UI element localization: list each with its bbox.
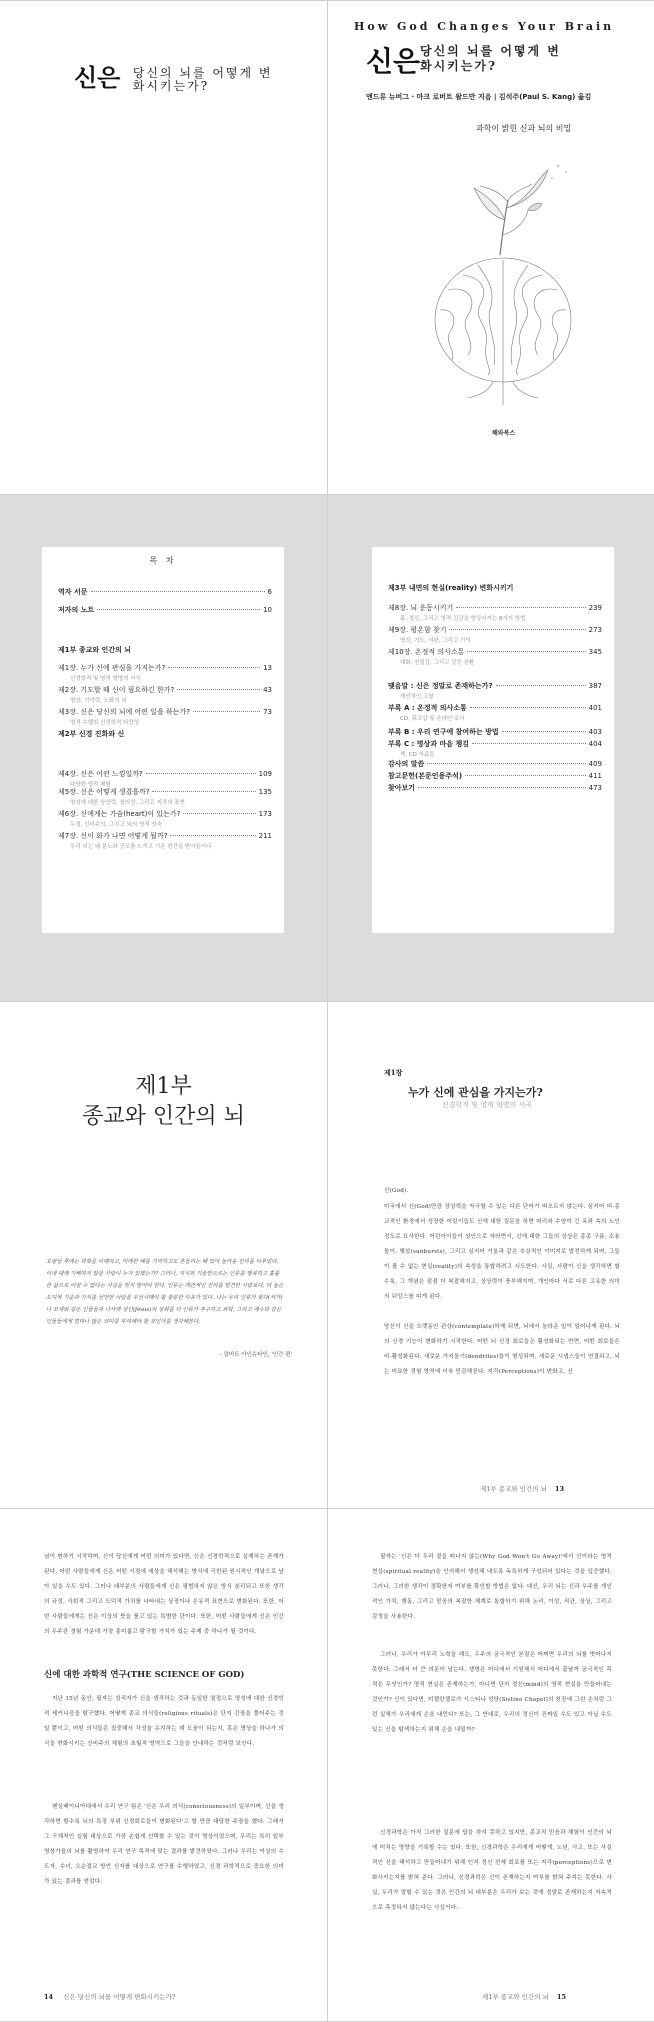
toc-entry[interactable] [388,727,602,737]
toc-entry-page: 6 [267,588,272,596]
chapter-label: 제1장 [384,1068,403,1077]
toc-entry[interactable] [388,771,602,781]
toc-entry-subtitle: 두정, 신비주의, 그리고 뇌의 영적 성숙 [70,822,162,828]
toc-leader-dots [193,711,260,712]
toc-entry[interactable] [388,647,602,657]
toc-entry-label: 제10장. 온정적 의사소통 [388,648,465,656]
toc-left-page [0,495,327,1001]
part-title: 종교와 인간의 뇌 [82,1104,245,1129]
cover-tagline: 과학이 밝힌 신과 뇌의 비밀 [476,124,572,133]
toc-entry-subtitle: 대화, 친밀감, 그리고 갈등 전환 [400,660,475,666]
toc-entry[interactable] [58,663,272,673]
toc-entry[interactable] [388,583,602,593]
toc-leader-dots [152,791,255,792]
cover-title-big: 신은 [366,45,421,78]
toc-entry-page: 273 [588,626,602,634]
toc-entry-subtitle: 영적 수행의 신경학적 다양성 [70,720,140,726]
body-text-p15-mid: 그러나, 우리가 아무리 노력을 해도, 우주의 궁극적인 본질은 어쩌면 우리의 뇌를 벗어나지 못한다. 그래서 더 큰 의문이 남는다. 생명은 어디에서 기원해서 어디에서 끝날까 궁극적인 목적은 무엇인가? 영적 현실은 존재하는가, 아니면 단지 정신(mind)의 영적 현실을 만들어내는 것인가? 신이 있다면, 미켈란젤로가 시스티나 성당(Sistine Chapel)의 천장에 그린 손처럼 그런 실체가 우리에게 손을 내민다? 또는, 그 반대로, 우리의 정신이 진짜일 수도 있고 아닐 수도 있는 신을 탐색하는지 위해 손을 내밀까? [372,1652,612,1733]
toc-entry-page: 109 [258,770,272,778]
half-title-big: 신은 [74,63,121,92]
toc-entry[interactable] [58,587,272,597]
toc-entry-page: 387 [588,682,602,690]
toc-entry-label: 제1부 종교와 인간의 뇌 [58,646,132,654]
toc-leader-dots [418,787,586,788]
page-number: 15 [556,1993,566,2001]
toc-entry[interactable] [58,809,272,819]
toc-entry-label: 참고문헌(본문인용주석) [388,772,463,780]
toc-entry[interactable] [58,831,272,841]
footer-text: 제1부 종교와 인간의 뇌 [480,1485,547,1493]
toc-entry-label: 부록 B : 우리 연구에 참여하는 방법 [388,728,499,736]
toc-leader-dots [496,685,586,686]
toc-entry-page: 411 [588,772,602,780]
toc-entry-label: 제5장. 신은 어떻게 생겼을까? [58,788,150,796]
toc-entry-label: 제9장. 평온함 찾기 [388,626,447,634]
toc-entry-page: 10 [263,606,272,614]
toc-entry-subtitle: 우리 뇌는 왜 분노와 공포를 느끼고 기존 편견을 받아들이나 [70,844,212,850]
toc-leader-dots [183,813,255,814]
toc-entry-label: 제6장. 신에게는 가슴(heart)이 있는가? [58,810,181,818]
toc-entry-label: 부록 A : 온정적 의사소통 [388,704,467,712]
toc-leader-dots [465,775,586,776]
toc-entry-page: 473 [588,784,602,792]
toc-entry[interactable] [58,707,272,717]
toc-leader-dots [170,835,255,836]
chapter-subtitle: 신경학적 및 영적 혁명의 서곡 [442,1101,533,1109]
toc-entry-label: 제7장. 신이 화가 나면 어떻게 될까? [58,832,168,840]
toc-entry-page: 73 [263,708,272,716]
toc-entry-subtitle: 영성에 대한 상상력, 창의성, 그리고 지각의 표현 [70,800,185,806]
footer-text: 제1부 종교와 인간의 뇌 [482,1993,549,2001]
toc-entry[interactable] [388,681,602,691]
epigraph-quote: 호랑날 후에는 과학을 이해하고, 미래한 때를 기억하고도 흔들리는 때 있어 놀라운 진리를 이루었다. 이에 대해 기뻐하지 않을 사람이 누가 있겠는가? 그러나, 지식과 기술만으로는 인류를 행복하고 훌륭한 삶으로 이끌 수 없다는 사실을 잊지 말아야 한다. 인류는 객관적인 진리를 발견한 사람보다, 더 높은 도덕적 기준과 가치를 선언한 사람을 우선시해야 할 충분한 이유가 있다. 나는 우리 인류가 붓다(석가)나 모세와 같은 인물들과 나사렛 성인(Jesus)의 성취를 더 인류가 추구하고 과학, 그리고 예수와 같은 인물들에게 얼마나 많은 의미를 부여해야 할 것인가를 생각해본다. [46,1259,284,1325]
toc-entry-page: 409 [588,760,602,768]
toc-entry-page: 13 [263,664,272,672]
toc-entry-label: 제3장. 신은 당신의 뇌에 어떤 일을 하는가? [58,708,190,716]
toc-entry[interactable] [58,787,272,797]
toc-entry[interactable] [388,739,602,749]
toc-entry-label: 제3부 내면의 현실(reality) 변화시키기 [388,584,514,592]
footer-left-14 [44,1992,175,2001]
body-text-p14-bottom: 펜실베이니아대에서 우리 연구 팀은 '신은 우리 의식(consciousness)의 일부이며, 신을 생각하면 할수록 뇌의 특정 부위 신경회로들이 변화된다'고 할 만큼 대담한 주장을 했다. 그래서 그 구체적인 실험 대상으로 가장 손쉽게 선택할 수 있는 것이 명상이었으며, 우리는 특히 일부 명상가들의 뇌를 촬영하여 우리 연구 목적에 맞는 결과를 발견하였다. 그러나 우리는 이상의 수도자, 수녀, 오순절교 방언 신자를 대상으로 연구를 수행하였고, 신경 과학적으로 중요한 의미가 있는 결과를 얻었다. [44,1804,284,1885]
body-text-p15-bottom: 신경과학은 아직 그러한 질문에 답을 하지 못하고 있지만, 종교적 믿음과 체험이 인간의 뇌에 미치는 영향을 기록할 수는 있다. 또한, 신경과학은 우리에게 어떻게, 노년, 사고, 또는 사실적인 신을 해석하고 만들어내기 위해 인지 정신 전체 회로를 또는 지각(perceptions)으로 변화시키는지를 밝혀 준다. 그러나, 신경과학은 신이 존재하는지 여부를 밝혀 주지는 못한다. 사실, 우리가 말할 수 있는 것은 인간의 뇌 대부분은 우리가 보는 것에 정말로 존재하는지 지속적으로 측정하지 않는다는 사실이다. [372,1830,612,1911]
title-page [0,0,327,494]
toc-entry-subtitle: 다양한 영적 체험 [70,782,111,788]
toc-entry-label: 감사의 말씀 [388,760,425,768]
section-heading: 신에 대한 과학적 연구(THE SCIENCE OF GOD) [44,1670,245,1680]
toc-entry-label: 저자의 노트 [58,606,95,614]
page-number: 13 [554,1485,564,1493]
toc-entry-subtitle: 책, CD 자료들 [400,752,435,758]
toc-entry-page: 345 [588,648,602,656]
toc-leader-dots [502,731,586,732]
toc-entry[interactable] [58,605,272,615]
footer-right-15 [482,1992,566,2001]
toc-entry-label: 찾아보기 [388,784,416,792]
toc-entry-page: 239 [588,604,602,612]
toc-leader-dots [467,651,585,652]
toc-entry[interactable] [58,645,272,655]
book-cover [328,0,654,494]
toc-entry-subtitle: 몸, 정신, 그리고 영적 건강을 향상시키는 8가지 방법 [400,616,526,622]
toc-leader-dots [168,667,260,668]
toc-entry[interactable] [58,769,272,779]
toc-entry-label: 부록 C : 명상과 마음 챙김 [388,740,469,748]
toc-leader-dots [146,773,256,774]
toc-entry[interactable] [58,729,272,739]
toc-entry-label: 제2장. 기도할 때 신이 필요하긴 한가? [58,686,175,694]
cover-publisher: 해와북스 [492,430,516,437]
toc-entry-label: 제1장. 누가 신에 관심을 가지는가? [58,664,166,672]
page-number: 14 [44,1993,54,2001]
toc-leader-dots [456,607,585,608]
toc-leader-dots [427,763,585,764]
toc-right-page [328,495,654,1001]
body-text-p14-top: 념이 변하기 시작하며, 신이 당신에게 어떤 의미가 있다면, 신은 신경학적으로 실재하는 존재가 된다. 어떤 사람들에게 신은 어떤 시점에 세상을 해석해는 방식에 극한된 원시적인 개념으로 남아 있을 수도 있다. 그러나 대부분의 사람들에게 신은 평범하지 않은 방식 분리되고 또한 생각의 규정, 사회적 그리고 도덕적 가치를 나타내는 상징이나 은유적 표현으로 변화된다. 또한, 어떤 사람들에게는 신은 이상의 뜻을 품고 있는 특별한 단이다. 또한, 어떤 사람들에게 신은 인간의 우주관 경험 가운데 가장 흥미롭고 탐구할 가치가 있는 주제 중 하나가 될 것이다. [44,1554,284,1635]
part-opener-page [0,1002,327,1508]
toc-entry-subtitle: 개인적인 고찰 [400,694,434,700]
toc-leader-dots [97,609,260,610]
toc-entry-label: 역자 서문 [58,588,88,596]
part-number: 제1부 [135,1074,192,1099]
toc-entry-label: 제2부 신경 진화와 신 [58,730,125,738]
toc-entry-page: 135 [258,788,272,796]
toc-entry-page: 401 [588,704,602,712]
toc-entry[interactable] [58,685,272,695]
toc-entry[interactable] [388,703,602,713]
toc-entry-subtitle: 명상, 기억력, 노화의 뇌 [70,698,127,704]
chapter-first-word: 신(God). [384,1188,409,1194]
toc-entry-page: 211 [258,832,272,840]
toc-entry-page: 403 [588,728,602,736]
toc-entry-page: 404 [588,740,602,748]
half-title-small: 당신의 뇌를 어떻게 변화시키는가? [132,65,273,93]
toc-entry-label: 제4장. 신은 어떤 느낌일까? [58,770,143,778]
footer-text: 신은 당신의 뇌를 어떻게 변화시키는가? [63,1993,176,2001]
toc-leader-dots [91,591,265,592]
body-text-p15-top: 필자는 '신은 더 우리 곁을 떠나지 않는(Why God Won't Go Away)'에서 신이라는 영적 현실(spiritual reality)을 인지해서 생성해 내도록 독특하게 구성되어 있다는 것을 입증했다. 그러나, 그러한 생각이 정확한지 여부를 확인할 방법은 없다. 대신, 우리 뇌는 신과 우주를 개인적인 가치, 행동, 그리고 믿음의 복잡한 체계로 통합하기 위해 논리, 이성, 직관, 상상, 그리고 감정을 사용한다. [372,1554,612,1620]
toc-entry-page: 173 [258,810,272,818]
body-text-p14-mid: 지난 15년 동안, 필자는 성직자가 신을 생각하는 것과 동일한 열정으로 영성에 대한 신경학적 세커니즘을 탐구했다. 어떻게 종교 의식들(religious rituals)은 단지 긴장을 풀어주는 것일 뿐이고, 어떤 의식들은 집중해서 각성을 유지하는 데 도움이 되는지, 혹은 명상을 하나가 의식을 변화시키는 신비주의 체험의 초월적 영역으로 그들을 안내하는 것처럼 보인다. [44,1696,284,1747]
cover-authors: 앤드류 뉴버그 · 마크 로버트 왈드만 지음 | 김석주(Paul S. Kang) 옮김 [366,93,592,101]
toc-entry-subtitle: 신경학적 및 영적 혁명의 서곡 [70,676,141,682]
toc-entry[interactable] [388,759,602,769]
toc-heading: 목 차 [149,556,177,565]
chapter-title: 누가 신에 관심을 가지는가? [408,1086,543,1099]
toc-entry-label: 맺음말 : 신은 정말로 존재하는가? [388,682,493,690]
toc-entry-page: 43 [263,686,272,694]
epigraph-source: - 알버트 아인슈타인, '인간 편' [220,1352,293,1358]
toc-entry[interactable] [388,783,602,793]
toc-leader-dots [177,689,260,690]
toc-entry[interactable] [388,603,602,613]
toc-entry-subtitle: CD, 워크샵 및 온라인 조사 [400,716,465,722]
toc-leader-dots [470,707,586,708]
toc-entry-subtitle: 명상, 기도, 이완, 그리고 기억 [400,638,471,644]
toc-entry[interactable] [388,625,602,635]
toc-leader-dots [472,743,586,744]
half-title [74,58,283,93]
toc-box-left [42,547,284,933]
toc-box-right [372,547,614,933]
chapter-body-text: 미국에서 신(God)만큼 상상력을 자극할 수 있는 다른 단어가 떠오르지 않는다. 심지어 비-종교적인 환경에서 성장한 어린이들도 신에 대한 질문을 하면 머리와 수염이 긴 옥좌 속의 노인 정도로 묘사한다. 어린아이들이 성인으로 자라면서, 신에 대한 그들의 상상은 종종 구름, 소용돌이, 햇살(sunbursts), 그리고 심지어 거울과 같은 추상적인 이미지로 발전하게 되며, 그들이 볼 수 없는 현실(reality)의 속성을 통합하려고 시도한다. 사실, 사람이 신을 생각하면 할수록, 그 개념은 점점 더 복잡해지고, 상상력이 풍부해지며, 개인마다 서로 다른 고유한 의미의 뉘앙스를 띠게 된다. 당신이 신을 오랫동안 관상(contemplate)하게 되면, 뇌에서 놀라운 일이 일어나게 된다. 뇌의 신경 기능이 변화하기 시작한다. 어떤 뇌 신경 회로들은 활성화되는 반면, 어떤 회로들은 비-활성화된다. 새로운 가지돌기(dendrites)들이 형성되며, 새로운 시냅스들이 연결되고, 뇌는 미묘한 경험 영역에 더욱 민감해진다. 지각(Perceptions)이 변화고, 신 [384,1204,620,1375]
cover-title-small: 당신의 뇌를 어떻게 변화시키는가? [420,44,561,73]
cover-english-title: How God Changes Your Brain [354,20,615,33]
toc-entry-label: 제8장. 뇌 운동시키기 [388,604,454,612]
brain-tree-illustration [408,160,598,410]
footer-right-13 [480,1484,564,1493]
toc-leader-dots [449,629,585,630]
